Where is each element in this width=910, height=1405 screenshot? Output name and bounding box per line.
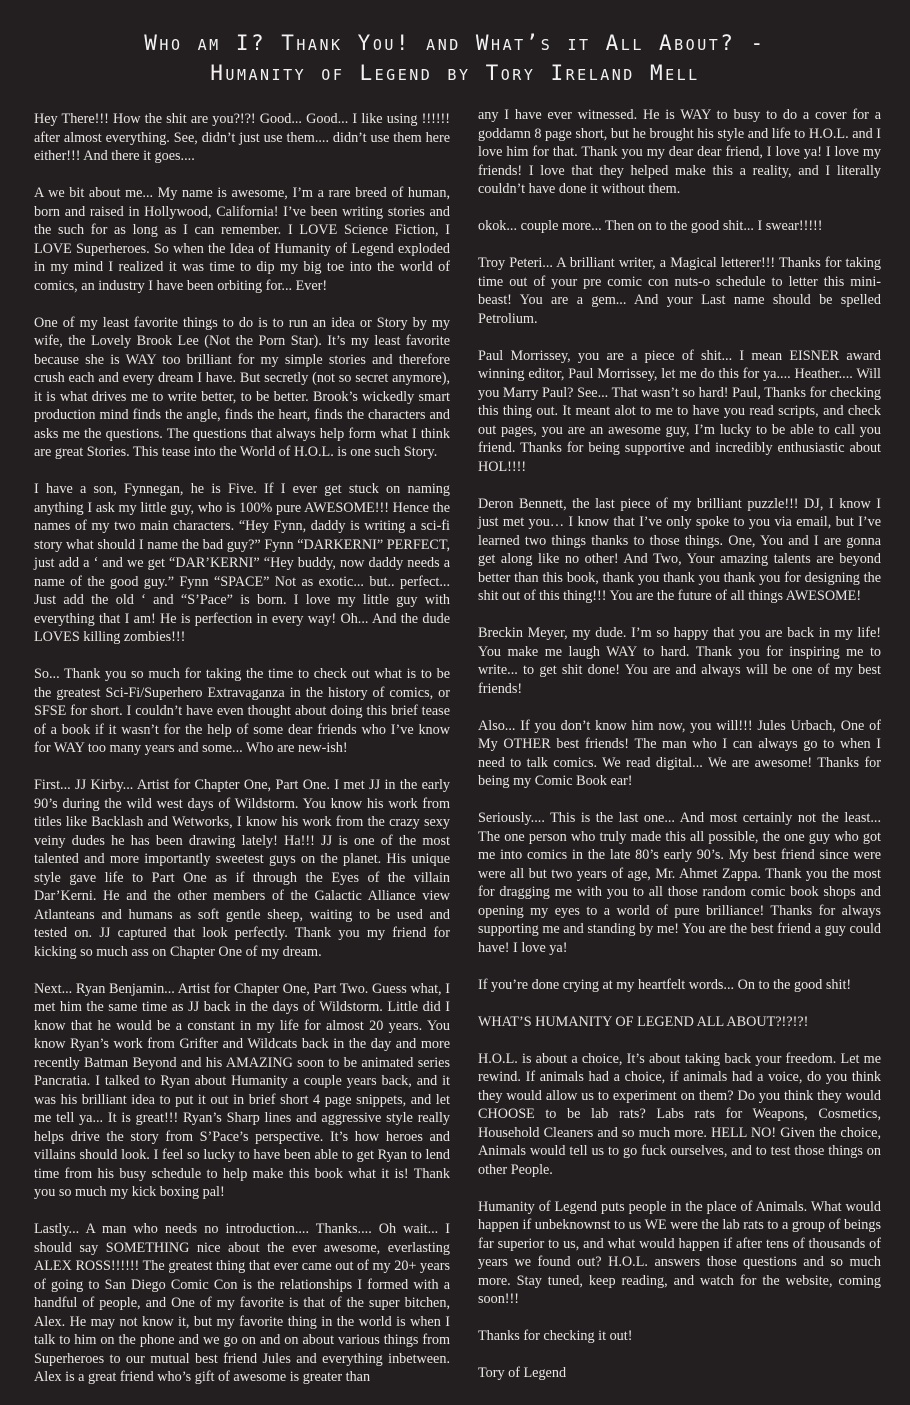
paragraph: First... JJ Kirby... Artist for Chapter One, Part One. I met JJ in the early 90’s during the wild west days of Wildstorm. You know his work from titles like Backlash and Wetworks, I know his work from the crazy sexy veiny dudes he has been drawing lately! Ha!!! JJ is one of the most talented and more importantly sweetest guys on the planet. His unique style gave life to Part One as if through the Eyes of the villain Dar’Kerni. He and the other members of the Galactic Alliance view Atlanteans and humans as soft gentle sheep, waiting to be used and tested on. JJ captured that look perfectly. Thank you my friend for kicking so much ass on Chapter One of my dream. <box>34 777 450 960</box>
paragraph: Paul Morrissey, you are a piece of shit... I mean EISNER award winning editor, Paul Morrissey, let me do this for ya.... Heather.... Will you Marry Paul? See... That wasn’t so hard! Paul, Thanks for checking this thing out. It meant alot to me to have you read scripts, and check out pages, you are an awesome guy, I’m lucky to be able to call you friend. Thanks for being supportive and incredibly enthusiastic about HOL!!!! <box>478 347 881 475</box>
paragraph: Also... If you don’t know him now, you will!!! Jules Urbach, One of My OTHER best friends! The man who I can always go to when I need to talk comics. We read digital... We are awesome! Thanks for being my Comic Book ear! <box>478 717 881 789</box>
paragraph: any I have ever witnessed. He is WAY to busy to do a cover for a goddamn 8 page short, but he brought his style and life to H.O.L. and I love him for that. Thank you my dear dear friend, I love ya! I love my friends! I love that they helped make this a reality, and I literally couldn’t have done it without them. <box>478 107 881 197</box>
paragraph: I have a son, Fynnegan, he is Five. If I ever get stuck on naming anything I ask my little guy, who is 100% pure AWESOME!!! Hence the names of my two main characters. “Hey Fynn, daddy is writing a sci-fi story what should I name the bad guy?” Fynn “DARKERNI” PERFECT, just add a ‘ and we get “DAR’KERNI” “Hey buddy, now daddy needs a name of the good guy.” Fynn “SPACE” Not as exotic... but.. perfect... Just add the old ‘ and “S’Pace” is born. I love my little guy with everything that I am! He is perfection in every way! Oh... And the dude LOVES killing zombies!!! <box>34 481 450 645</box>
paragraph: Breckin Meyer, my dude. I’m so happy that you are back in my life! You make me laugh WAY to hard. Thank you for inspiring me to write... to get shit done! You are and always will be one of my best friends! <box>478 625 881 697</box>
title-line-1: Who am I? Thank You! and What’s it All About? - <box>144 31 766 55</box>
closing-line: Thanks for checking it out! <box>478 1328 633 1344</box>
paragraph: A we bit about me... My name is awesome, I’m a rare breed of human, born and raised in Hollywood, California! I’ve been writing stories and the such for as long as I can remember. I LOVE Science Fiction, I LOVE Superheroes. So when the Idea of Humanity of Legend exploded in my mind I realized it was time to dip my big toe into the world of comics, an industry I have been orbiting for... Ever! <box>34 185 450 294</box>
paragraph: Deron Bennett, the last piece of my brilliant puzzle!!! DJ, I know I just met you… I know that I’ve only spoke to you via email, but I’ve learned two things thanks to those things. One, You and I are gonna get along like no other! And Two, Your amazing talents are beyond better than this book, thank you thank you thank you for designing the shit out of this thing!!! You are the future of all things AWESOME! <box>478 495 881 604</box>
paragraph: One of my least favorite things to do is to run an idea or Story by my wife, the Lovely Brook Lee (Not the Porn Star). It’s my least favorite because she is WAY too brilliant for my simple stories and therefore crush each and every dream I have. But secretly (not so secret anymore), it is what drives me to write better, to be better. Brook’s wickedly smart production mind finds the angle, finds the heart, finds the characters and asks me the questions. The questions that always help form what I think are great Stories. This tease into the World of H.O.L. is one such Story. <box>34 314 450 460</box>
section-heading: WHAT’S HUMANITY OF LEGEND ALL ABOUT?!?!?! <box>478 1013 809 1030</box>
paragraph: H.O.L. is about a choice, It’s about taking back your freedom. Let me rewind. If animals had a choice, if animals had a voice, do you think they would allow us to experiment on them? Do you think they would CHOOSE to be lab rats? Labs rats for Weapons, Cosmetics, Household Cleaners and so much more. HELL NO! Given the choice, Animals would tell us to go fuck ourselves, and to test those things on other People. <box>478 1050 881 1178</box>
page-title <box>0 28 910 88</box>
paragraph: Hey There!!! How the shit are you?!?! Good... Good... I like using !!!!!! after almost everything. See, didn’t just use them.... didn’t use them here either!!! And there it goes.... <box>34 111 450 164</box>
signature: Tory of Legend <box>478 1365 567 1381</box>
paragraph: okok... couple more... Then on to the good shit... I swear!!!!! <box>478 218 823 234</box>
title-line-2: Humanity of Legend by Tory Ireland Mell <box>210 61 700 85</box>
paragraph: Next... Ryan Benjamin... Artist for Chapter One, Part Two. Guess what, I met him the same time as JJ back in the days of Wildstorm. Little did I know that he would be a constant in my life for almost 20 years. You know Ryan’s work from Grifter and Wildcats back in the day and more recently Batman Beyond and his AMAZING soon to be animated series Pancratia. I talked to Ryan about Humanity a couple years back, and it was his brilliant idea to put it out in brief short 4 page snippets, and let me tell ya... It is great!!! Ryan’s Sharp lines and aggressive style really helps drive the story from S’Pace’s perspective. It’s how heroes and villains should look. I feel so lucky to have been able to get Ryan to lend time from his busy schedule to help make this book what it is! Thank you so much my kick boxing pal! <box>34 980 450 1200</box>
paragraph: If you’re done crying at my heartfelt words... On to the good shit! <box>478 976 852 993</box>
paragraph: Troy Peteri... A brilliant writer, a Magical letterer!!! Thanks for taking time out of your pre comic con nuts-o schedule to letter this mini-beast! You are a gem... And your Last name should be spelled Petrolium. <box>478 255 881 327</box>
paragraph: Humanity of Legend puts people in the place of Animals. What would happen if unbeknownst to us WE were the lab rats to a group of beings far superior to us, and what would happen if after tens of thousands of years we found out? H.O.L. answers those questions and so much more. Stay tuned, keep reading, and watch for the website, coming soon!!! <box>478 1198 881 1307</box>
paragraph: So... Thank you so much for taking the time to check out what is to be the greatest Sci-Fi/Superhero Extravaganza in the history of comics, or SFSE for short. I couldn’t have even thought about doing this brief tease of a book if it wasn’t for the help of some dear friends who I’ve know for WAY too many years and some... Who are new-ish! <box>34 666 450 756</box>
left-column <box>34 110 450 1405</box>
paragraph: Lastly... A man who needs no introduction.... Thanks.... Oh wait... I should say SOMETHING nice about the ever awesome, everlasting ALEX ROSS!!!!!! The greatest thing that ever came out of my 20+ years of going to San Diego Comic Con is the relationships I formed with a handful of people, and One of my favorite is that of the super bitchen, Alex. He may not know it, but my favorite thing in the world is when I talk to him on the phone and we go on and on about various things from Superheroes to our mutual best friend Jules and everything inbetween. Alex is a great friend who’s gift of awesome is greater than <box>34 1221 450 1385</box>
right-column <box>478 106 881 1401</box>
paragraph: Seriously.... This is the last one... And most certainly not the least... The one person who truly made this all possible, the one guy who got me into comics in the late 80’s early 90’s. My best friend since were were all but two years of age, Mr. Ahmet Zappa. Thank you the most for dragging me with you to all those random comic book shops and opening my eyes to a world of pure brilliance! Thanks for always supporting me and standing by me! You are the best friend a guy could have! I love ya! <box>478 810 881 956</box>
